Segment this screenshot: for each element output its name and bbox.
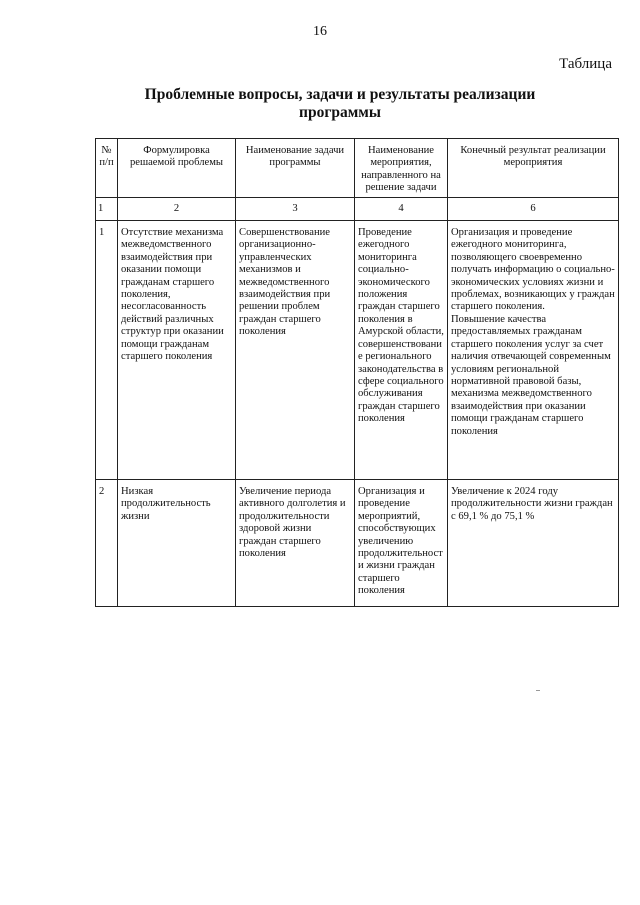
column-number: 1	[96, 197, 118, 220]
header-num: № п/п	[96, 139, 118, 198]
column-number-row	[96, 197, 619, 220]
scan-mark	[536, 690, 540, 691]
page-number: 16	[313, 24, 327, 39]
header-task: Наименование задачи программы	[236, 139, 355, 198]
table-row	[96, 480, 619, 607]
result-cell: Организация и проведение ежегодного мониторинга, позволяющего своевременно получать информацию о социально-экономических условиях жизни и проблемах, возникающих у граждан старшего поколения. Повышение качества предоставляемых гражданам старшего поколения услуг за счет наличия отвечающей современным условиям региональной нормативной правовой базы, механизма межведомственного взаимодействия при оказании помощи гражданам старшего поколения	[448, 221, 619, 480]
table-row	[96, 221, 619, 480]
task-cell: Увеличение периода активного долголетия и продолжительности здоровой жизни граждан старшего поколения	[236, 480, 355, 607]
table-header-row	[96, 139, 619, 198]
problem-cell: Отсутствие механизма межведомственного взаимодействия при оказании помощи гражданам старшего поколения, несогласованность действий различных структур при оказании помощи гражданам старшего поколения	[118, 221, 236, 480]
result-cell: Увеличение к 2024 году продолжительности жизни граждан с 69,1 % до 75,1 %	[448, 480, 619, 607]
row-number: 2	[96, 480, 118, 607]
table-label: Таблица	[559, 56, 612, 72]
header-problem: Формулировка решаемой проблемы	[118, 139, 236, 198]
header-measure: Наименование мероприятия, направленного на решение задачи	[355, 139, 448, 198]
document-title: Проблемные вопросы, задачи и результаты реализации программы	[144, 86, 536, 121]
measure-cell: Организация и проведение мероприятий, способствующих увеличению продолжительности жизни граждан старшего поколения	[355, 480, 448, 607]
problem-cell: Низкая продолжительность жизни	[118, 480, 236, 607]
row-number: 1	[96, 221, 118, 480]
column-number: 2	[118, 197, 236, 220]
problems-table	[95, 138, 619, 607]
header-result: Конечный результат реализации мероприятия	[448, 139, 619, 198]
column-number: 6	[448, 197, 619, 220]
column-number: 3	[236, 197, 355, 220]
column-number: 4	[355, 197, 448, 220]
task-cell: Совершенствование организационно-управленческих механизмов и межведомственного взаимодействия при решении проблем граждан старшего поколения	[236, 221, 355, 480]
measure-cell: Проведение ежегодного мониторинга социально-экономического положения граждан старшего поколения в Амурской области, совершенствование регионального законодательства в сфере социального обслуживания граждан старшего поколения	[355, 221, 448, 480]
